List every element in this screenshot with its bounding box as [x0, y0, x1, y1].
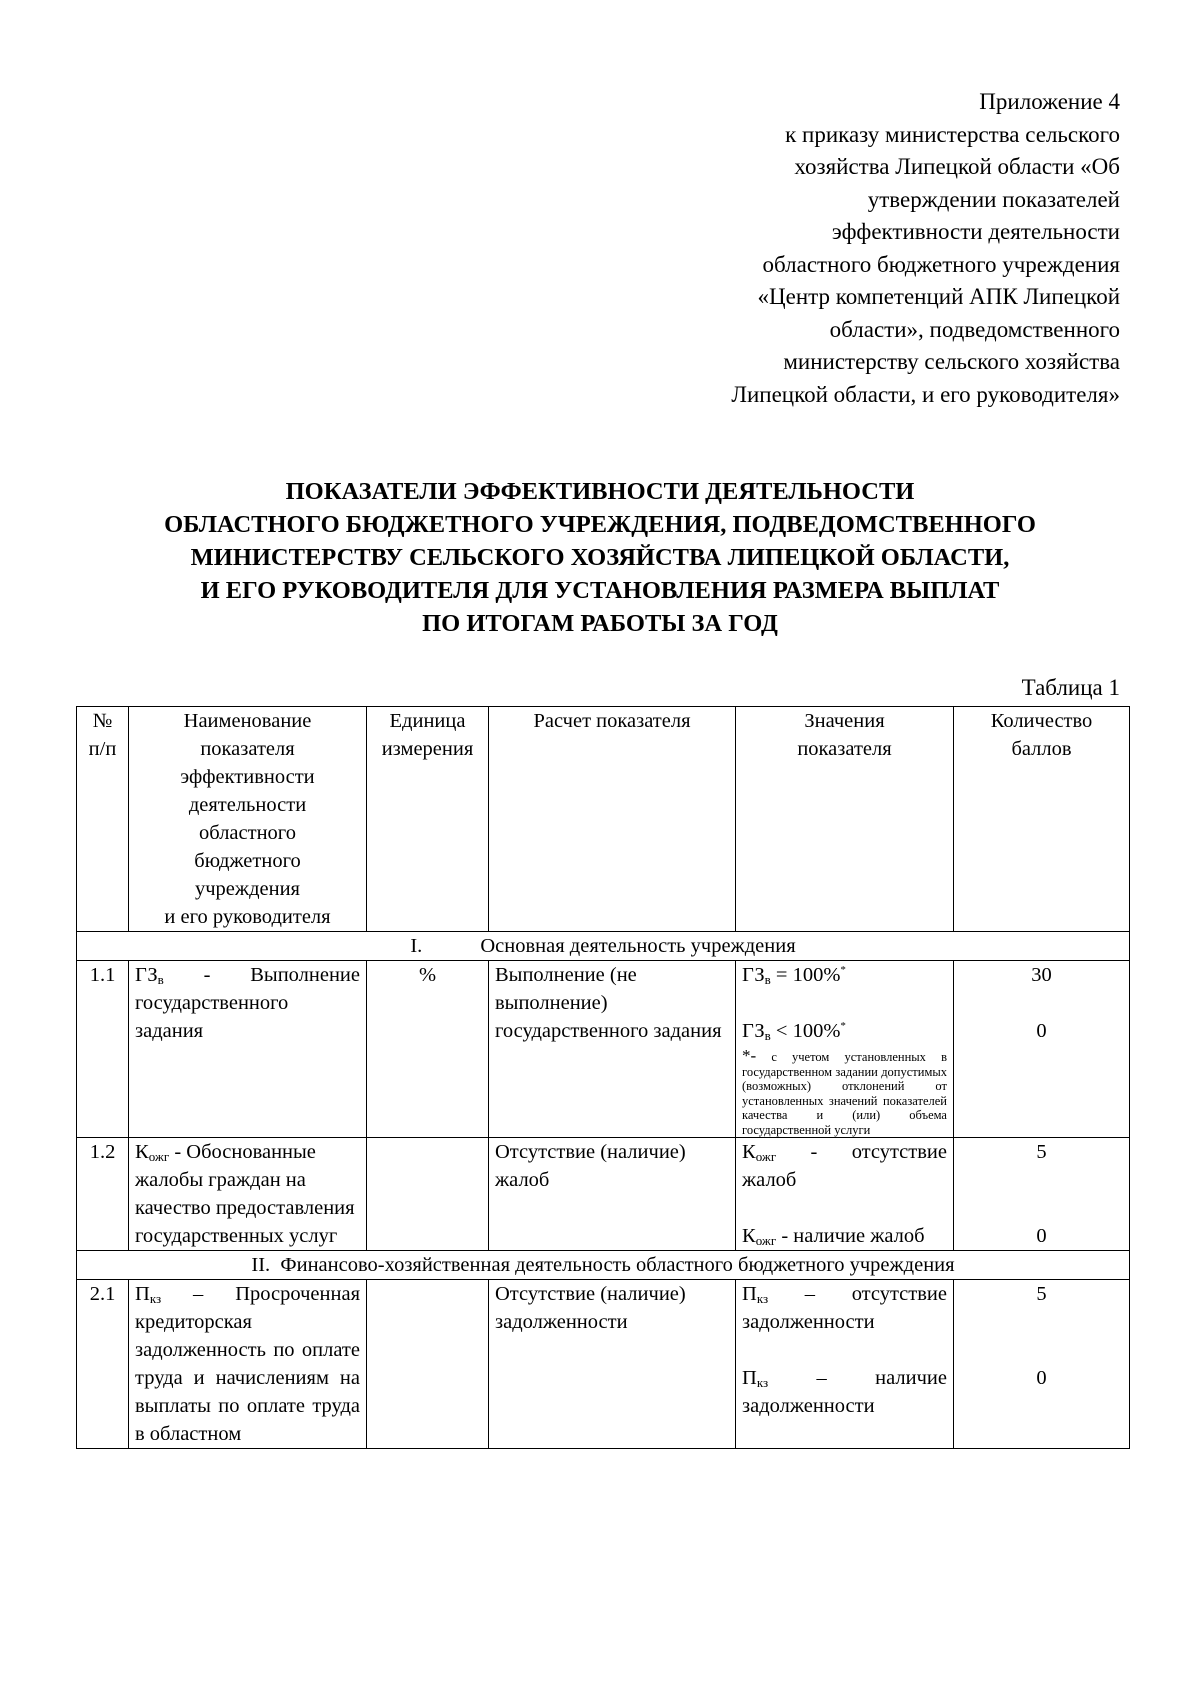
section-number: II. [251, 1254, 271, 1276]
row-number: 1.2 [77, 1138, 129, 1251]
appendix-line: Липецкой области, и его руководителя» [731, 381, 1120, 407]
header-points: Количество баллов [954, 707, 1130, 932]
table-row [77, 1138, 1130, 1251]
indicator-values [736, 961, 954, 1138]
indicator-unit [367, 1138, 489, 1251]
table-header-row [77, 707, 1130, 932]
indicator-unit: % [367, 961, 489, 1138]
title-line: И ЕГО РУКОВОДИТЕЛЯ ДЛЯ УСТАНОВЛЕНИЯ РАЗМЕРА ВЫПЛАТ [200, 577, 1000, 604]
value-line: $П_{кз}$ – отсутствие задолженности [742, 1283, 947, 1333]
value-line: $ГЗ_в < 100\%^*$ [742, 1020, 846, 1043]
row-number: 2.1 [77, 1280, 129, 1449]
section-number: I. [410, 935, 423, 957]
appendix-line: «Центр компетенций АПК Липецкой [757, 284, 1120, 309]
value-line: $К_{ожг}$ - отсутствие жалоб [742, 1141, 947, 1191]
title-line: ПОКАЗАТЕЛИ ЭФФЕКТИВНОСТИ ДЕЯТЕЛЬНОСТИ [285, 478, 915, 505]
indicator-points: 30 0 [954, 961, 1130, 1138]
header-num: № п/п [77, 707, 129, 932]
table-row [77, 961, 1130, 1138]
indicator-values [736, 1280, 954, 1449]
value-line: $ГЗ_в = 100\%^*$ [742, 964, 846, 987]
table-row [77, 1280, 1130, 1449]
appendix-line: хозяйства Липецкой области «Об [794, 154, 1120, 179]
indicators-table [76, 706, 1130, 1449]
indicator-calc: Отсутствие (наличие) жалоб [489, 1138, 736, 1251]
appendix-line: области», подведомственного [829, 316, 1120, 342]
header-name: Наименование показателя эффективности деятельности областного бюджетного учреждения и его руководителя [129, 707, 367, 932]
header-values: Значения показателя [736, 707, 954, 932]
title-line: МИНИСТЕРСТВУ СЕЛЬСКОГО ХОЗЯЙСТВА ЛИПЕЦКОЙ ОБЛАСТИ, [190, 544, 1010, 571]
appendix-line: эффективности деятельности [831, 219, 1120, 244]
indicator-unit [367, 1280, 489, 1449]
section-2-heading [77, 1251, 1130, 1280]
row-number: 1.1 [77, 961, 129, 1138]
indicator-calc: Отсутствие (наличие) задолженности [489, 1280, 736, 1449]
indicator-name: $ГЗ_в$ - Выполнение государственного задания [129, 961, 367, 1138]
section-row [77, 1251, 1130, 1280]
section-title: Основная деятельность учреждения [480, 935, 796, 957]
document-title [60, 475, 1140, 640]
table-caption: Таблица 1 [1021, 675, 1120, 700]
section-title: Финансово-хозяйственная деятельность областного бюджетного учреждения [280, 1254, 955, 1276]
value-line: $К_{ожг}$ - наличие жалоб [742, 1225, 925, 1248]
footnote: *- с учетом установленных в государственном задании допустимых (возможных) отклонений от установленных значений показателей качества и (или) объема государственной услуги [742, 1046, 947, 1137]
indicator-calc: Выполнение (не выполнение) государственного задания [489, 961, 736, 1138]
appendix-line: министерству сельского хозяйства [783, 349, 1120, 374]
section-1-heading [77, 932, 1130, 961]
indicator-name: $К_{ожг}$ - Обоснованные жалобы граждан на качество предоставления государственных услуг [129, 1138, 367, 1251]
header-unit: Единица измерения [367, 707, 489, 932]
indicator-points: 5 0 [954, 1280, 1130, 1449]
appendix-line: Приложение 4 [979, 89, 1120, 114]
indicator-values [736, 1138, 954, 1251]
indicator-points: 5 0 [954, 1138, 1130, 1251]
title-line: ПО ИТОГАМ РАБОТЫ ЗА ГОД [422, 610, 778, 637]
appendix-line: утверждении показателей [867, 186, 1120, 212]
header-calc: Расчет показателя [489, 707, 736, 932]
indicator-name: $П_{кз}$ – Просроченная кредиторская задолженность по оплате труда и начислениям на выплаты по оплате труда в областном [129, 1280, 367, 1449]
title-line: ОБЛАСТНОГО БЮДЖЕТНОГО УЧРЕЖДЕНИЯ, ПОДВЕДОМСТВЕННОГО [164, 511, 1036, 538]
value-line: $П_{кз}$ – наличие задолженности [742, 1367, 947, 1417]
section-row [77, 932, 1130, 961]
appendix-block [600, 86, 1120, 411]
appendix-line: областного бюджетного учреждения [762, 251, 1120, 277]
appendix-line: к приказу министерства сельского [785, 121, 1120, 147]
